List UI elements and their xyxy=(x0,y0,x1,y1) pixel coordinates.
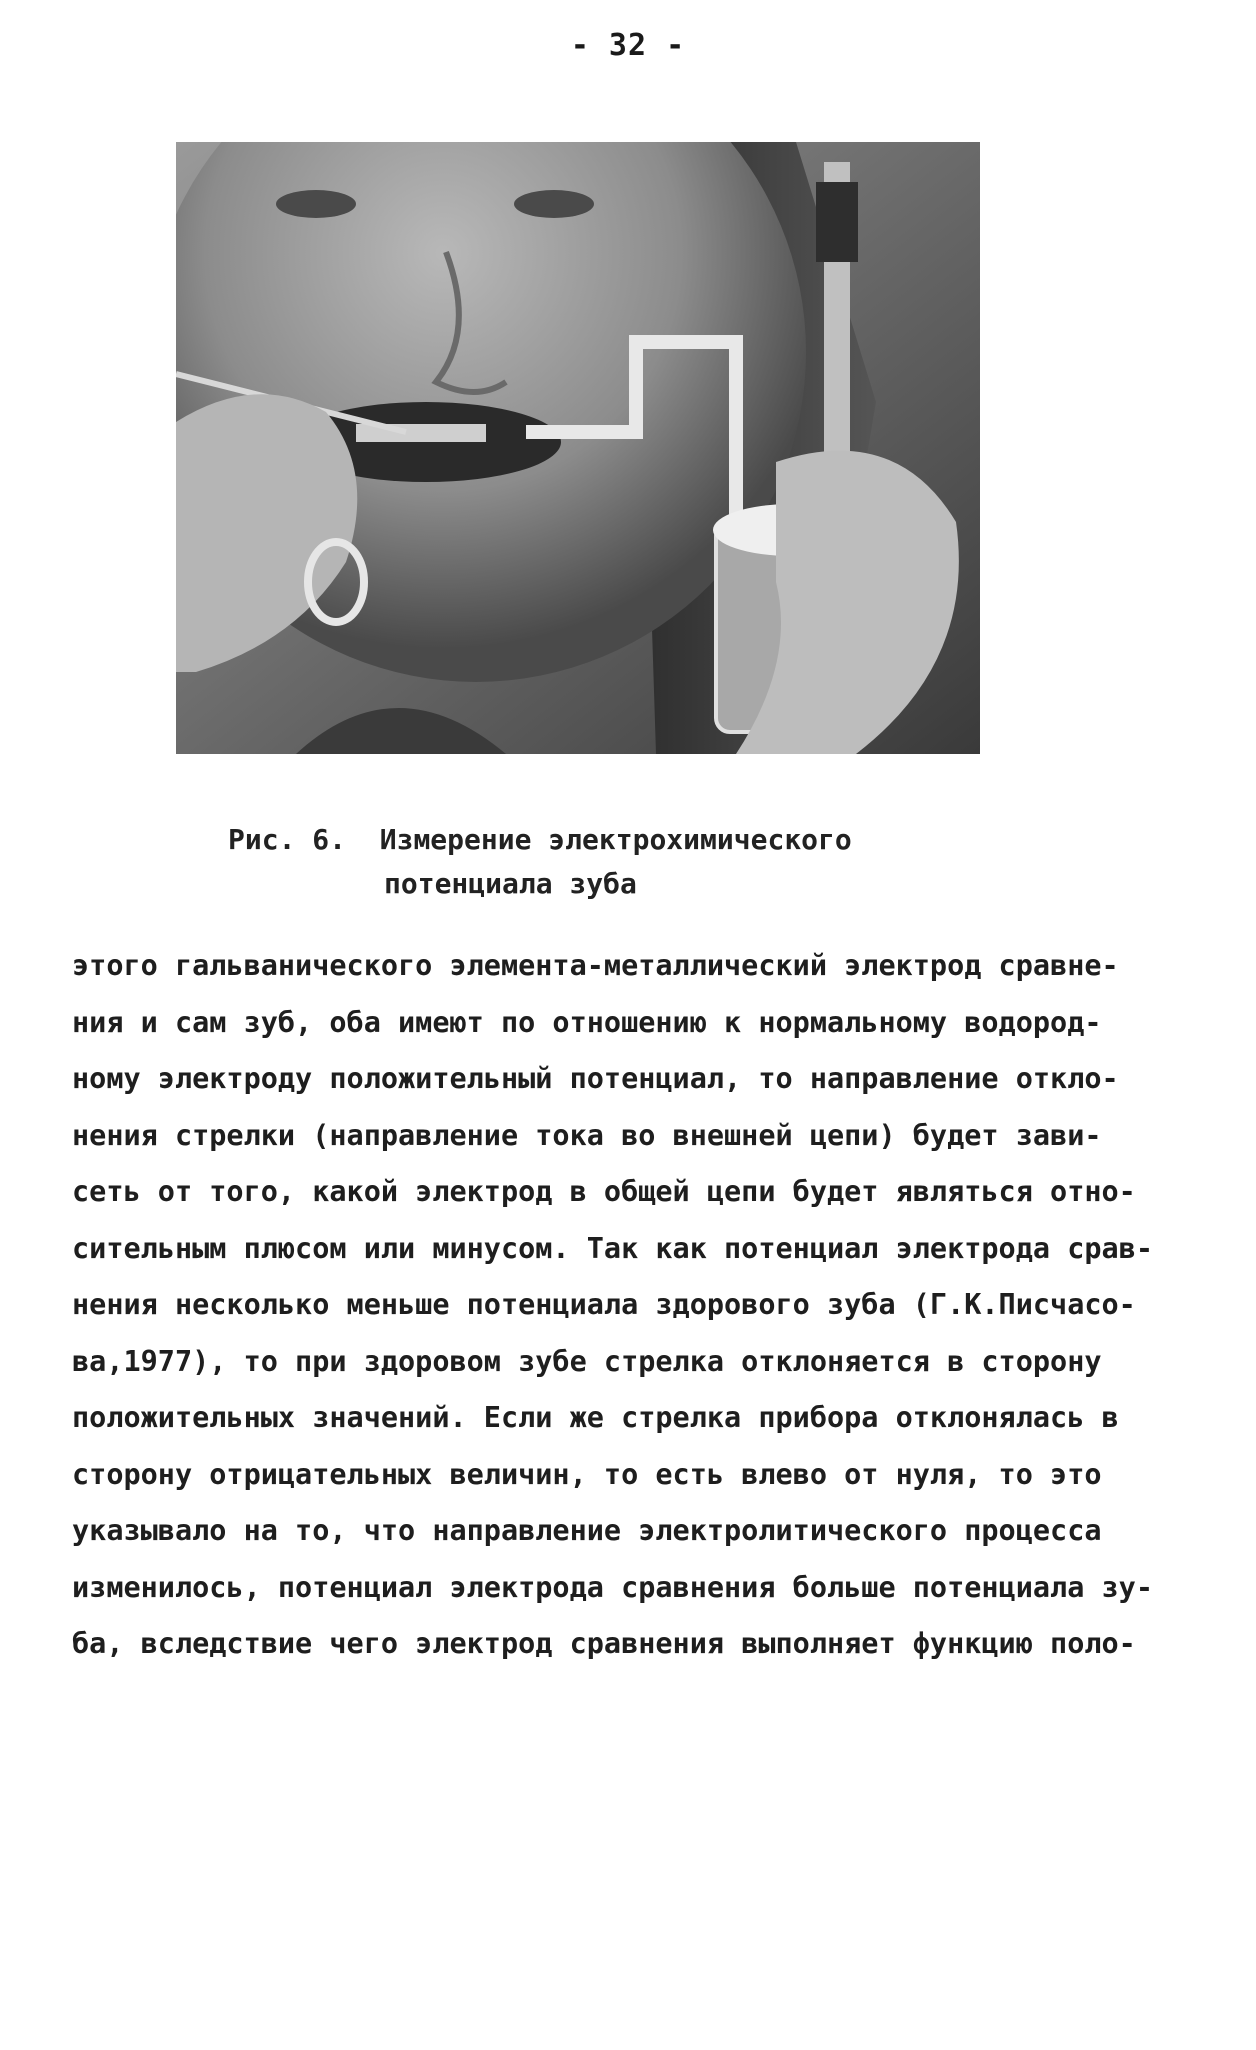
text-line: нения стрелки (направление тока во внешней цепи) будет зави- xyxy=(72,1118,1102,1152)
text-line: ния и сам зуб, оба имеют по отношению к нормальному водород- xyxy=(72,1005,1102,1039)
photo-image xyxy=(176,142,980,754)
text-line: сительным плюсом или минусом. Так как потенциал электрода срав- xyxy=(72,1231,1153,1265)
text-line: нения несколько меньше потенциала здорового зуба (Г.К.Писчасо- xyxy=(72,1288,1136,1321)
text-line: изменилось, потенциал электрода сравнения больше потенциала зу- xyxy=(72,1570,1153,1604)
text-line: сеть от того, какой электрод в общей цепи будет являться отно- xyxy=(72,1175,1136,1208)
text-line: ва,1977), то при здоровом зубе стрелка отклоняется в сторону xyxy=(72,1344,1102,1378)
caption-label: Рис. 6. xyxy=(228,823,347,856)
caption-title-line-1: Измерение электрохимического xyxy=(379,823,852,856)
figure-photo xyxy=(176,142,980,754)
text-line: ному электроду положительный потенциал, то направление откло- xyxy=(72,1062,1119,1095)
caption-line-1 xyxy=(228,818,852,862)
text-line: ба, вследствие чего электрод сравнения выполняет функцию поло- xyxy=(72,1627,1136,1660)
text-line: положительных значений. Если же стрелка прибора отклонялась в xyxy=(72,1401,1119,1434)
page-number: - 32 - xyxy=(570,28,686,63)
text-line: этого гальванического элемента-металлический электрод сравне- xyxy=(72,949,1119,982)
figure-caption xyxy=(228,818,852,906)
caption-title-line-2: потенциала зуба xyxy=(384,867,637,900)
text-line: сторону отрицательных величин, то есть влево от нуля, то это xyxy=(72,1457,1102,1491)
text-line: указывало на то, что направление электролитического процесса xyxy=(72,1514,1102,1547)
body-paragraph xyxy=(72,938,1192,1673)
